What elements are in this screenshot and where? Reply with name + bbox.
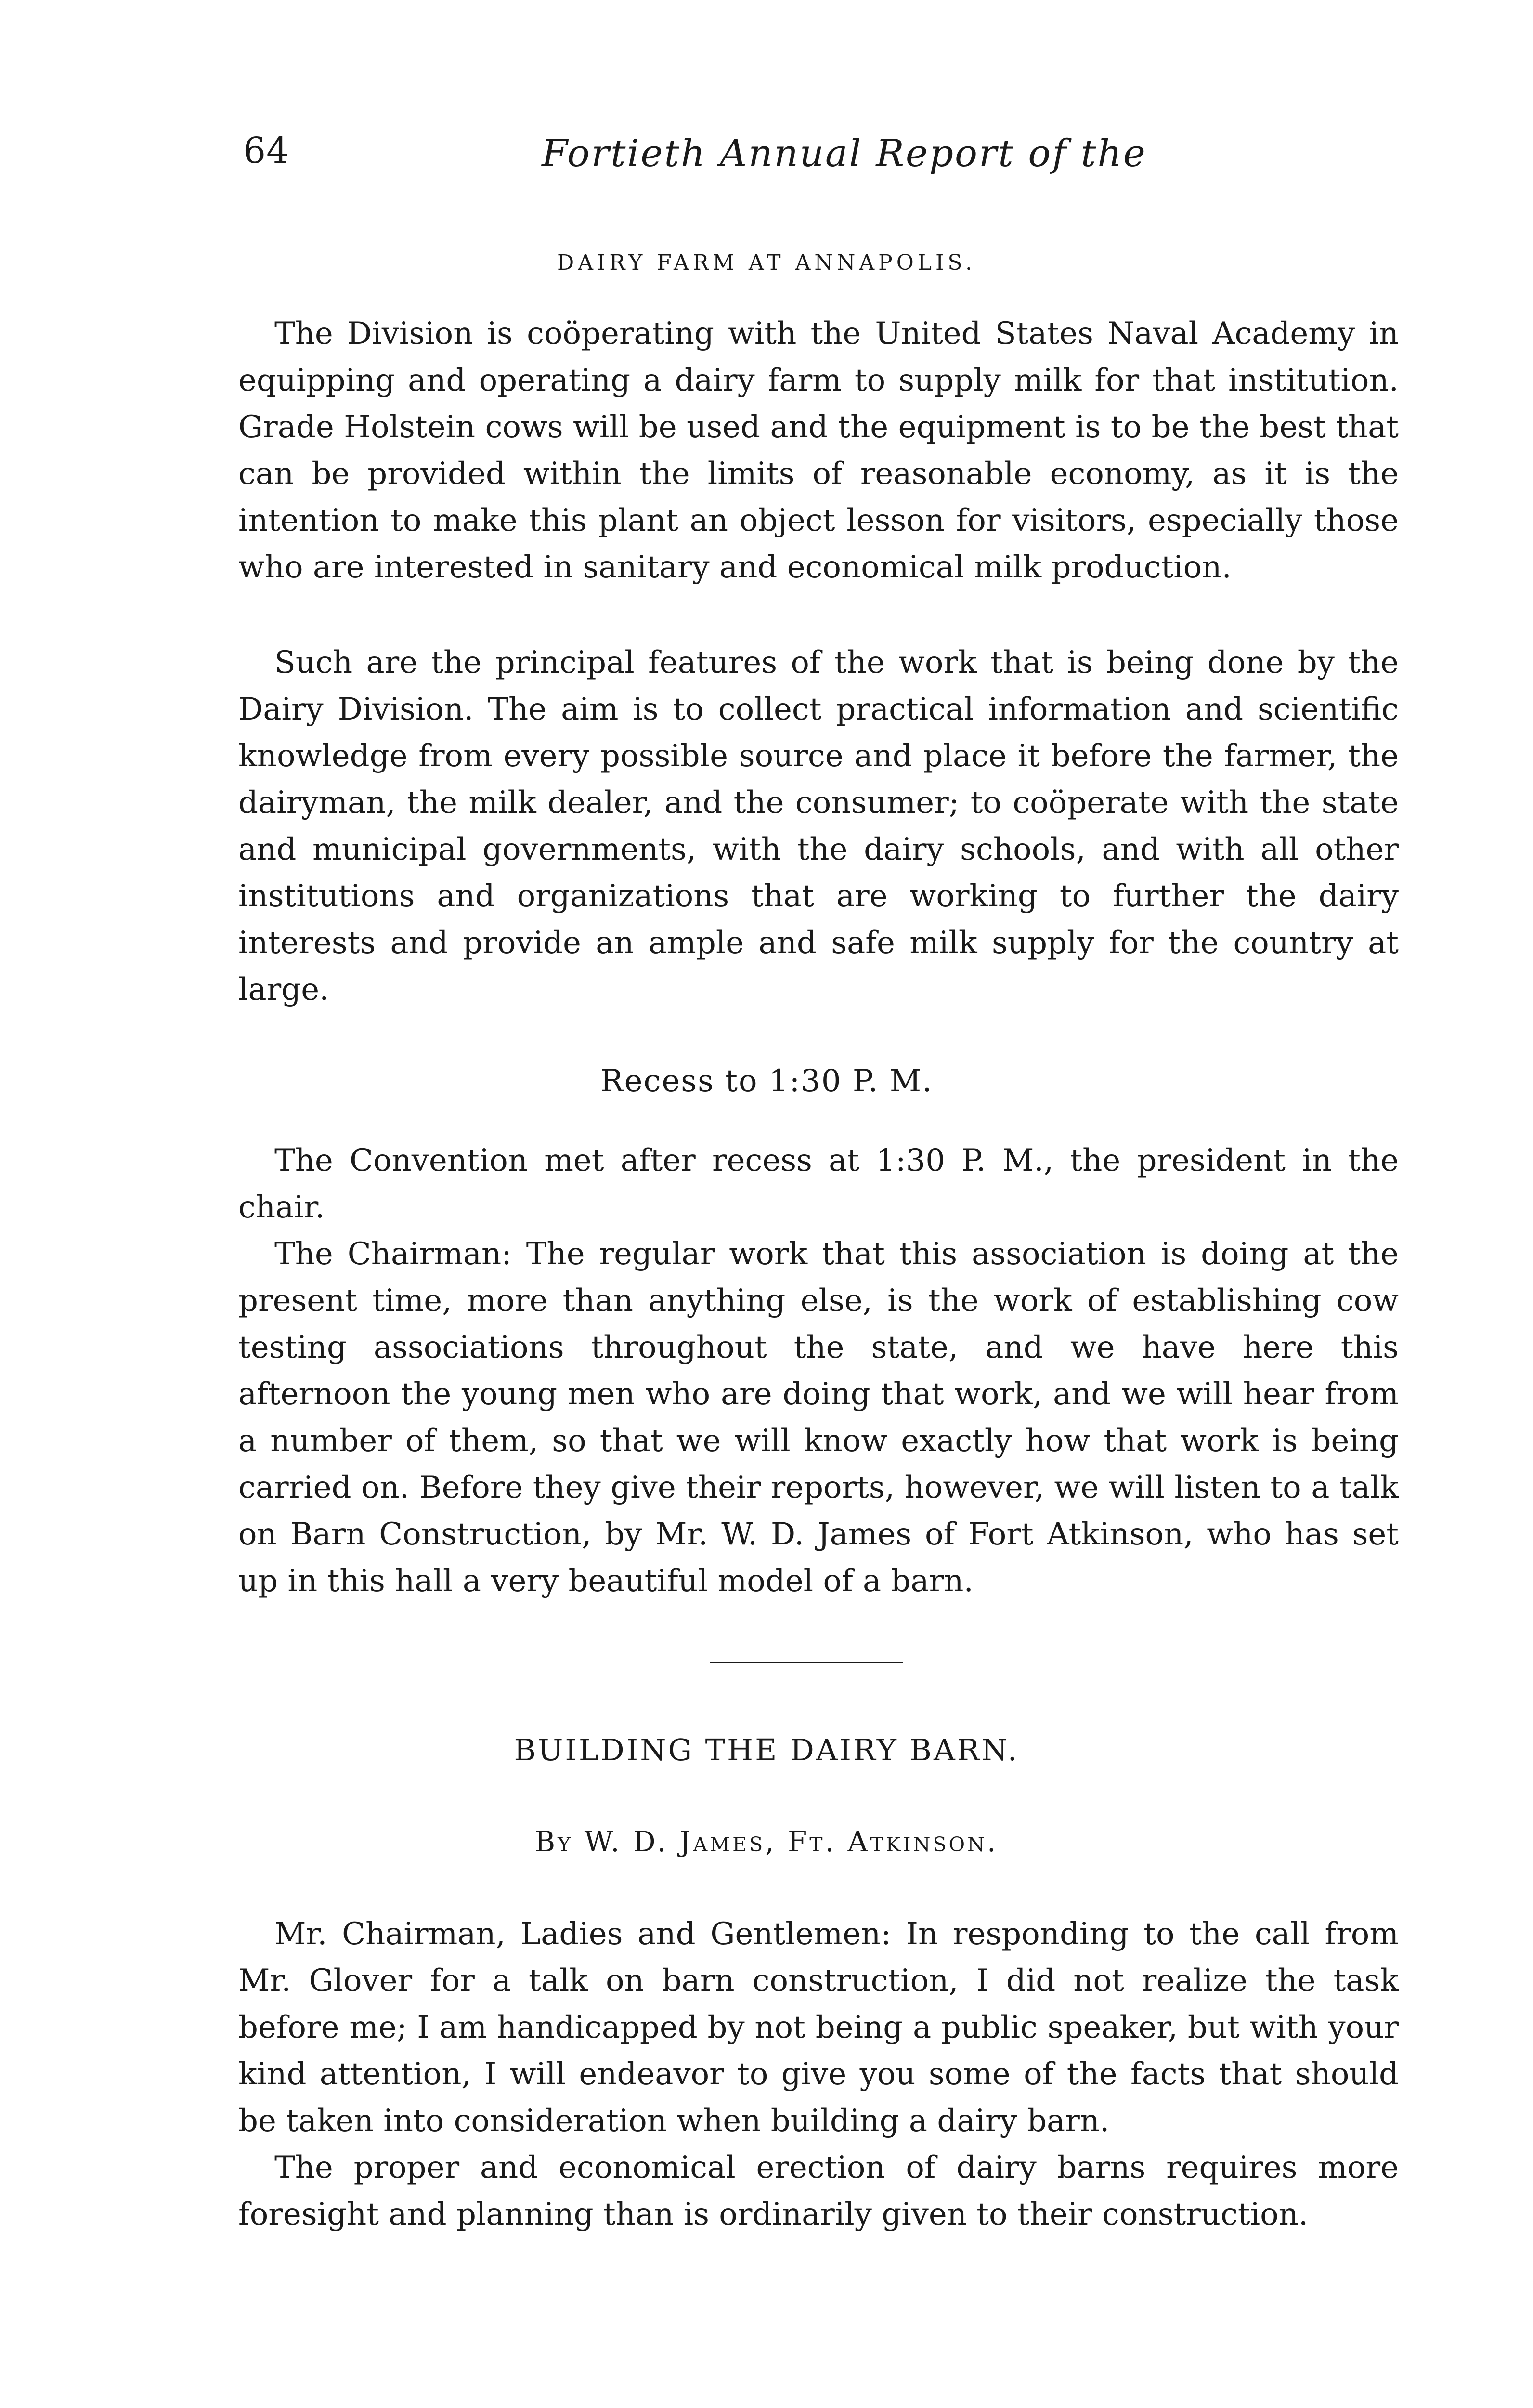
article-title: BUILDING THE DAIRY BARN.	[514, 1732, 1019, 1767]
running-title: Fortieth Annual Report of the	[542, 132, 1147, 175]
recess-line: Recess to 1:30 P. M.	[600, 1063, 933, 1099]
section-divider	[710, 1662, 903, 1663]
page-number: 64	[243, 130, 290, 171]
convention-section	[238, 1138, 1399, 1605]
page-header	[243, 130, 1399, 188]
dairy-farm-section	[238, 311, 1399, 591]
summary-paragraph: Such are the principal features of the work that is being done by the Dairy Division. The aim is to collect practical information and scientific knowledge from every possible source and place it before the farmer, the dairyman, the milk dealer, and the consumer; to coöperate with the state and municipal governments, with the dairy schools, and with all other institutions and organizations that are working to further the dairy interests and provide an ample and safe milk supply for the country at large.	[238, 645, 1399, 1008]
address-paragraph: Mr. Chairman, Ladies and Gentlemen: In responding to the call from Mr. Glover for a talk on barn construction, I did not realize the task before me; I am handicapped by not being a public speaker, but with your kind attention, I will endeavor to give you some of the facts that should be taken into consideration when building a dairy barn.	[238, 1916, 1399, 2139]
convention-paragraph: The Convention met after recess at 1:30 P. M., the president in the chair.	[238, 1143, 1399, 1225]
section-heading-dairy-farm: DAIRY FARM AT ANNAPOLIS.	[557, 250, 976, 275]
address-section	[238, 1911, 1399, 2238]
article-byline: By W. D. James, Ft. Atkinson.	[534, 1825, 999, 1858]
dairy-farm-paragraph: The Division is coöperating with the United States Naval Academy in equipping and operating a dairy farm to supply milk for that institution. Grade Holstein cows will be used and the equipment is to be the best that can be provided within the limits of reasonable economy, as it is the intention to make this plant an object lesson for visitors, especially those who are interested in sanitary and economical milk production.	[238, 316, 1399, 585]
closing-paragraph: The proper and economical erection of dairy barns requires more foresight and planning than is ordinarily given to their construction.	[238, 2150, 1399, 2232]
summary-section	[238, 640, 1399, 1013]
chairman-paragraph: The Chairman: The regular work that this association is doing at the present time, more than anything else, is the work of establishing cow testing associations throughout the state, and we have here this afternoon the young men who are doing that work, and we will hear from a number of them, so that we will know exactly how that work is being carried on. Before they give their reports, however, we will listen to a talk on Barn Construction, by Mr. W. D. James of Fort Atkinson, who has set up in this hall a very beautiful model of a barn.	[238, 1236, 1399, 1599]
